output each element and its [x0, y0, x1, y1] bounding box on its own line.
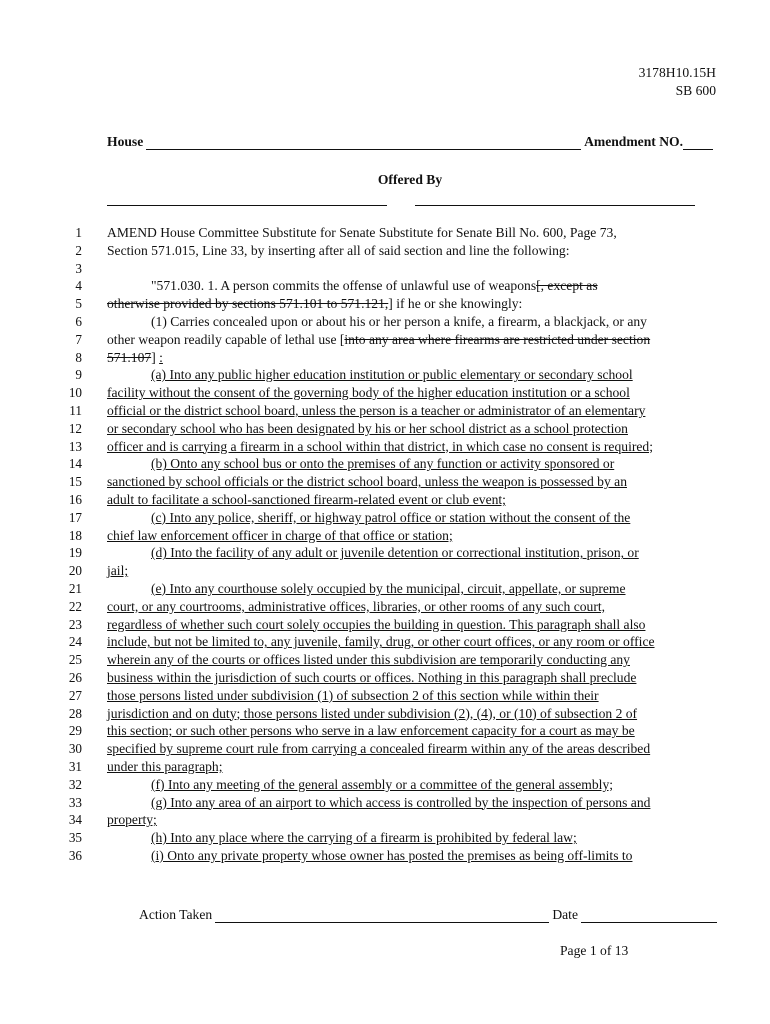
inserted-text: (d) Into the facility of any adult or juvenile detention or correctional institution, prison, or — [151, 545, 639, 561]
text-line — [52, 366, 732, 384]
struck-text: otherwise provided by sections 571.101 to 571.121, — [107, 296, 389, 312]
text-segment: "571.030. 1. A person commits the offense of unlawful use of weapons — [151, 278, 537, 294]
inserted-text: official or the district school board, unless the person is a teacher or administrator of an elementary — [107, 402, 646, 418]
text-line — [52, 758, 732, 776]
line-number: 34 — [68, 812, 82, 828]
line-number: 29 — [68, 723, 82, 739]
text-line — [52, 420, 732, 438]
line-text — [151, 829, 577, 847]
line-text — [107, 491, 506, 509]
line-number: 8 — [75, 349, 82, 365]
document-id: 3178H10.15H — [638, 65, 716, 80]
inserted-text: facility without the consent of the governing body of the higher education institution or a school — [107, 385, 630, 401]
line-text — [151, 580, 626, 598]
text-line — [52, 527, 732, 545]
line-number: 15 — [68, 474, 82, 490]
line-text — [107, 473, 627, 491]
inserted-text: property; — [107, 812, 157, 828]
text-segment: ] — [151, 349, 160, 365]
page-number: Page 1 of 13 — [560, 943, 629, 958]
text-line — [52, 260, 732, 278]
line-number: 35 — [68, 830, 82, 846]
text-line — [52, 740, 732, 758]
line-number: 17 — [68, 509, 82, 525]
inserted-text: (i) Onto any private property whose owner has posted the premises as being off-limits to — [151, 847, 633, 863]
line-number: 33 — [68, 794, 82, 810]
line-text — [151, 313, 647, 331]
line-number: 10 — [68, 385, 82, 401]
line-number: 11 — [69, 402, 82, 418]
line-number: 2 — [75, 242, 82, 258]
inserted-text: business within the jurisdiction of such courts or offices. Nothing in this paragraph shall preclude — [107, 669, 637, 685]
text-line — [52, 651, 732, 669]
text-line — [52, 473, 732, 491]
text-line — [52, 509, 732, 527]
line-text — [151, 794, 650, 812]
line-text — [107, 758, 223, 776]
line-text — [107, 722, 635, 740]
text-line — [52, 277, 732, 295]
text-line — [52, 242, 732, 260]
offered-by-label: Offered By — [377, 172, 443, 187]
line-text — [107, 384, 630, 402]
line-text — [151, 509, 630, 527]
inserted-text: jurisdiction and on duty; those persons listed under subdivision (2), (4), or (10) of subsection 2 of — [107, 705, 638, 721]
line-text — [107, 598, 605, 616]
amendment-header — [107, 134, 713, 150]
text-line — [52, 224, 732, 242]
line-number: 6 — [75, 313, 82, 329]
inserted-text: (c) Into any police, sheriff, or highway patrol office or station without the consent of the — [151, 509, 631, 525]
line-number: 32 — [68, 776, 82, 792]
text-segment: other weapon readily capable of lethal use [ — [107, 331, 345, 347]
house-blank — [146, 136, 581, 150]
line-number: 31 — [68, 758, 82, 774]
amendment-body — [52, 224, 732, 865]
text-line — [52, 811, 732, 829]
text-line — [52, 295, 732, 313]
line-text — [151, 776, 613, 794]
struck-text: [, except as — [536, 278, 598, 294]
amendment-number-label: Amendment NO. — [584, 134, 683, 149]
text-line — [52, 687, 732, 705]
line-text — [107, 420, 628, 438]
line-text — [107, 633, 655, 651]
line-text — [107, 224, 617, 242]
line-text — [107, 242, 569, 260]
text-line — [52, 669, 732, 687]
inserted-text: wherein any of the courts or offices listed under this subdivision are temporarily conducting any — [107, 652, 630, 668]
text-line — [52, 438, 732, 456]
line-number: 26 — [68, 669, 82, 685]
line-number: 25 — [68, 652, 82, 668]
text-line — [52, 633, 732, 651]
line-text — [107, 562, 128, 580]
text-line — [52, 580, 732, 598]
line-number: 27 — [68, 687, 82, 703]
line-number: 19 — [68, 545, 82, 561]
line-text — [107, 438, 653, 456]
struck-text: 571.107 — [107, 349, 152, 365]
inserted-text: (e) Into any courthouse solely occupied by the municipal, circuit, appellate, or supreme — [151, 580, 626, 596]
amendment-number-blank — [683, 136, 713, 150]
line-text — [107, 402, 645, 420]
line-text — [151, 277, 598, 295]
line-number: 22 — [68, 598, 82, 614]
text-line — [52, 349, 732, 367]
text-segment: or any — [609, 313, 647, 329]
line-number: 21 — [68, 580, 82, 596]
line-number: 1 — [75, 225, 82, 240]
line-text — [151, 366, 633, 384]
text-line — [52, 384, 732, 402]
line-text — [107, 331, 650, 349]
line-number: 16 — [68, 491, 82, 507]
date-blank — [581, 909, 717, 923]
line-number: 36 — [68, 847, 82, 863]
line-text — [107, 651, 630, 669]
line-text — [151, 847, 632, 865]
inserted-text: chief law enforcement officer in charge of that office or station; — [107, 527, 453, 543]
line-number: 3 — [75, 260, 82, 276]
text-line — [52, 544, 732, 562]
offered-by-signature-line-right — [415, 205, 695, 206]
line-text — [107, 527, 453, 545]
line-text — [107, 740, 650, 758]
text-line — [52, 776, 732, 794]
inserted-text: (h) Into any place where the carrying of a firearm is prohibited by federal law; — [151, 830, 577, 846]
text-line — [52, 847, 732, 865]
line-number: 28 — [68, 705, 82, 721]
text-segment: (1) Carries concealed upon or about his or her person a knife, a firearm, a blackjack — [151, 313, 606, 329]
text-line — [52, 562, 732, 580]
inserted-text: jail; — [107, 563, 129, 579]
struck-text: into any area where firearms are restricted under section — [344, 331, 651, 347]
line-text — [107, 669, 636, 687]
line-number: 7 — [75, 331, 82, 347]
line-text — [151, 455, 614, 473]
line-number: 13 — [68, 438, 82, 454]
line-number: 30 — [68, 741, 82, 757]
line-number: 12 — [68, 420, 82, 436]
line-number: 5 — [75, 296, 82, 312]
inserted-text: (f) Into any meeting of the general assembly or a committee of the general assembly; — [151, 776, 614, 792]
line-text — [107, 295, 522, 313]
inserted-text: , — [605, 313, 610, 329]
inserted-text: regardless of whether such court solely occupies the building in question. This paragraph shall also — [107, 616, 646, 632]
text-segment: Section 571.015, Line 33, by inserting after all of said section and line the following: — [107, 242, 570, 258]
inserted-text: those persons listed under subdivision (1) of subsection 2 of this section while within their — [107, 687, 599, 703]
line-text — [107, 705, 637, 723]
text-line — [52, 829, 732, 847]
inserted-text: adult to facilitate a school-sanctioned firearm-related event or club event; — [107, 491, 506, 507]
bill-id: SB 600 — [675, 83, 716, 98]
inserted-text: or secondary school who has been designated by his or her school district as a school protection — [107, 420, 628, 436]
line-number: 9 — [75, 367, 82, 383]
house-label: House — [107, 134, 144, 149]
inserted-text: sanctioned by school officials or the district school board, unless the weapon is possessed by an — [107, 474, 627, 490]
line-text — [107, 811, 157, 829]
text-line — [52, 598, 732, 616]
text-line — [52, 794, 732, 812]
inserted-text: under this paragraph; — [107, 758, 223, 774]
line-number: 23 — [68, 616, 82, 632]
text-line — [52, 722, 732, 740]
line-number: 4 — [75, 278, 82, 294]
text-line — [52, 616, 732, 634]
line-text — [151, 544, 639, 562]
line-number: 14 — [68, 456, 82, 472]
line-number: 24 — [68, 634, 82, 650]
line-number: 18 — [68, 527, 82, 543]
inserted-text: court, or any courtrooms, administrative offices, libraries, or other rooms of any such court, — [107, 598, 606, 614]
line-text — [107, 687, 599, 705]
text-line — [52, 402, 732, 420]
action-taken-blank — [215, 909, 549, 923]
text-segment: ] if he or she knowingly: — [388, 296, 523, 312]
action-taken-label: Action Taken — [139, 907, 213, 922]
text-segment: AMEND House Committee Substitute for Senate Substitute for Senate Bill No. 600, Page 73, — [107, 225, 617, 240]
text-line — [52, 705, 732, 723]
text-line — [52, 491, 732, 509]
inserted-text: specified by supreme court rule from carrying a concealed firearm within any of the areas described — [107, 741, 651, 757]
inserted-text: include, but not be limited to, any juvenile, family, drug, or other court offices, or any room or office — [107, 634, 655, 650]
offered-by-signature-line-left — [107, 205, 387, 206]
inserted-text: (g) Into any area of an airport to which access is controlled by the inspection of persons and — [151, 794, 651, 810]
date-label: Date — [552, 907, 578, 922]
inserted-text: (b) Onto any school bus or onto the premises of any function or activity sponsored or — [151, 456, 615, 472]
line-number: 20 — [68, 563, 82, 579]
inserted-text: this section; or such other persons who serve in a law enforcement capacity for a court as may be — [107, 723, 635, 739]
line-text — [107, 349, 163, 367]
inserted-text: : — [159, 349, 163, 365]
text-line — [52, 313, 732, 331]
inserted-text: officer and is carrying a firearm in a school within that district, in which case no consent is required; — [107, 438, 653, 454]
text-line — [52, 455, 732, 473]
text-line — [52, 331, 732, 349]
line-text — [107, 616, 645, 634]
action-taken-row — [139, 907, 717, 923]
inserted-text: (a) Into any public higher education institution or public elementary or secondary school — [151, 367, 633, 383]
